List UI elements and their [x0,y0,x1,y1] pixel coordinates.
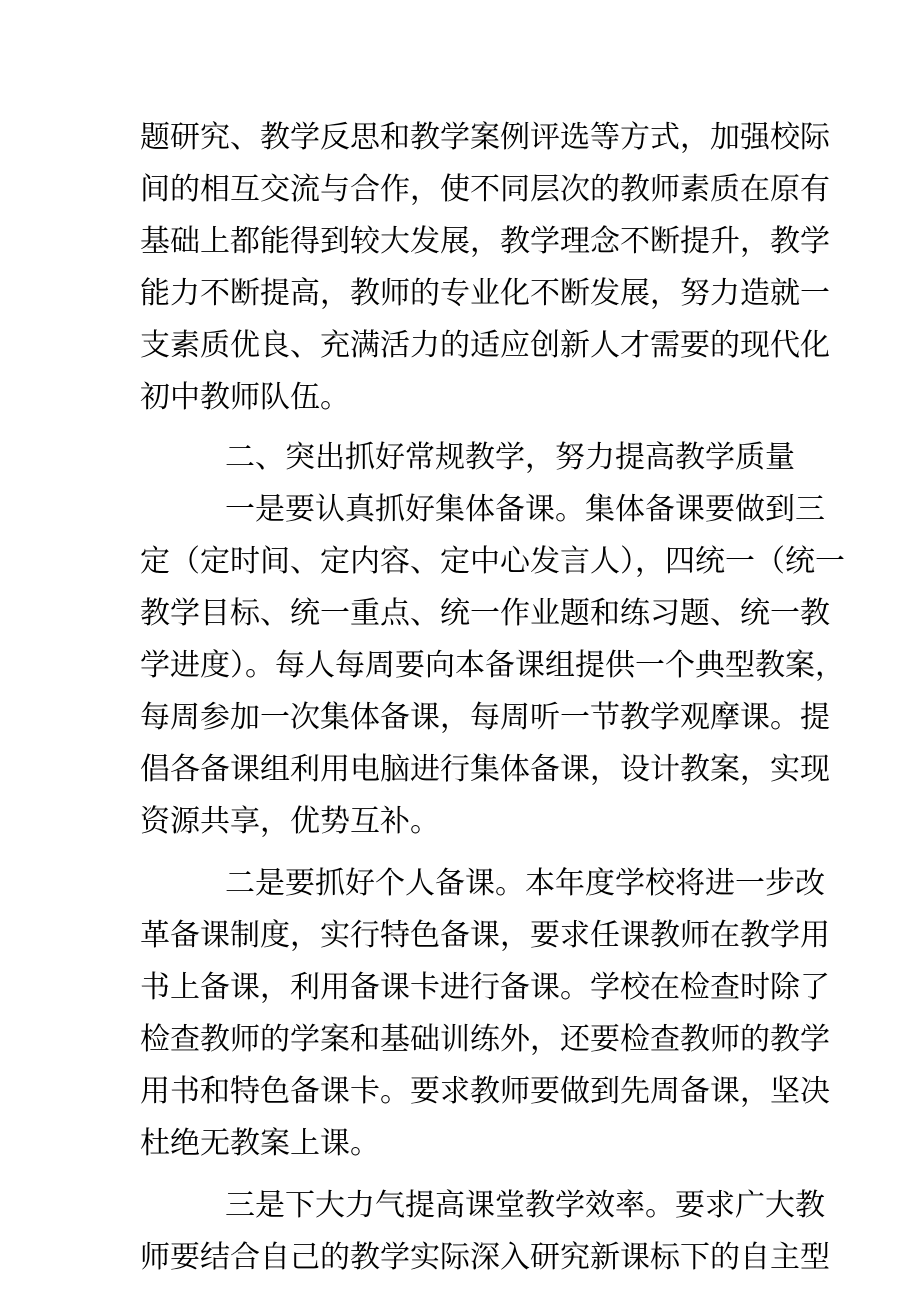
text-line: 三是下大力气提高课堂教学效率。要求广大教 [225,1188,825,1223]
text-line: 师要结合自己的教学实际深入研究新课标下的自主型 [140,1240,830,1275]
paragraph-classroom-efficiency [140,1180,830,1284]
paragraph-continuation [140,112,830,424]
text-line: 学进度）。每人每周要向本备课组提供一个典型教案， [140,648,845,683]
text-line: 初中教师队伍。 [140,380,350,415]
text-line: 题研究、教学反思和教学案例评选等方式，加强校际 [140,120,830,155]
text-line: 定（定时间、定内容、定中心发言人），四统一（统一 [140,544,845,579]
text-line: 能力不断提高，教师的专业化不断发展，努力造就一 [140,276,830,311]
paragraph-collective-lesson-prep [140,484,845,848]
text-line: 革备课制度，实行特色备课，要求任课教师在教学用 [140,918,830,953]
text-line: 书上备课，利用备课卡进行备课。学校在检查时除了 [140,970,830,1005]
text-line: 基础上都能得到较大发展，教学理念不断提升，教学 [140,224,830,259]
text-line: 杜绝无教案上课。 [140,1126,380,1161]
text-line: 二是要抓好个人备课。本年度学校将进一步改 [225,866,825,901]
text-line: 间的相互交流与合作，使不同层次的教师素质在原有 [140,172,830,207]
text-line: 检查教师的学案和基础训练外，还要检查教师的教学 [140,1022,830,1057]
text-line: 教学目标、统一重点、统一作业题和练习题、统一教 [140,596,830,631]
paragraph-individual-lesson-prep [140,858,830,1170]
section-heading: 二、突出抓好常规教学，努力提高教学质量 [225,440,795,475]
text-line: 一是要认真抓好集体备课。集体备课要做到三 [225,492,825,527]
document-page [140,112,845,1284]
text-line: 支素质优良、充满活力的适应创新人才需要的现代化 [140,328,830,363]
text-line: 用书和特色备课卡。要求教师要做到先周备课，坚决 [140,1074,830,1109]
text-line: 倡各备课组利用电脑进行集体备课，设计教案，实现 [140,752,830,787]
text-line: 资源共享，优势互补。 [140,804,440,839]
text-line: 每周参加一次集体备课，每周听一节教学观摩课。提 [140,700,830,735]
